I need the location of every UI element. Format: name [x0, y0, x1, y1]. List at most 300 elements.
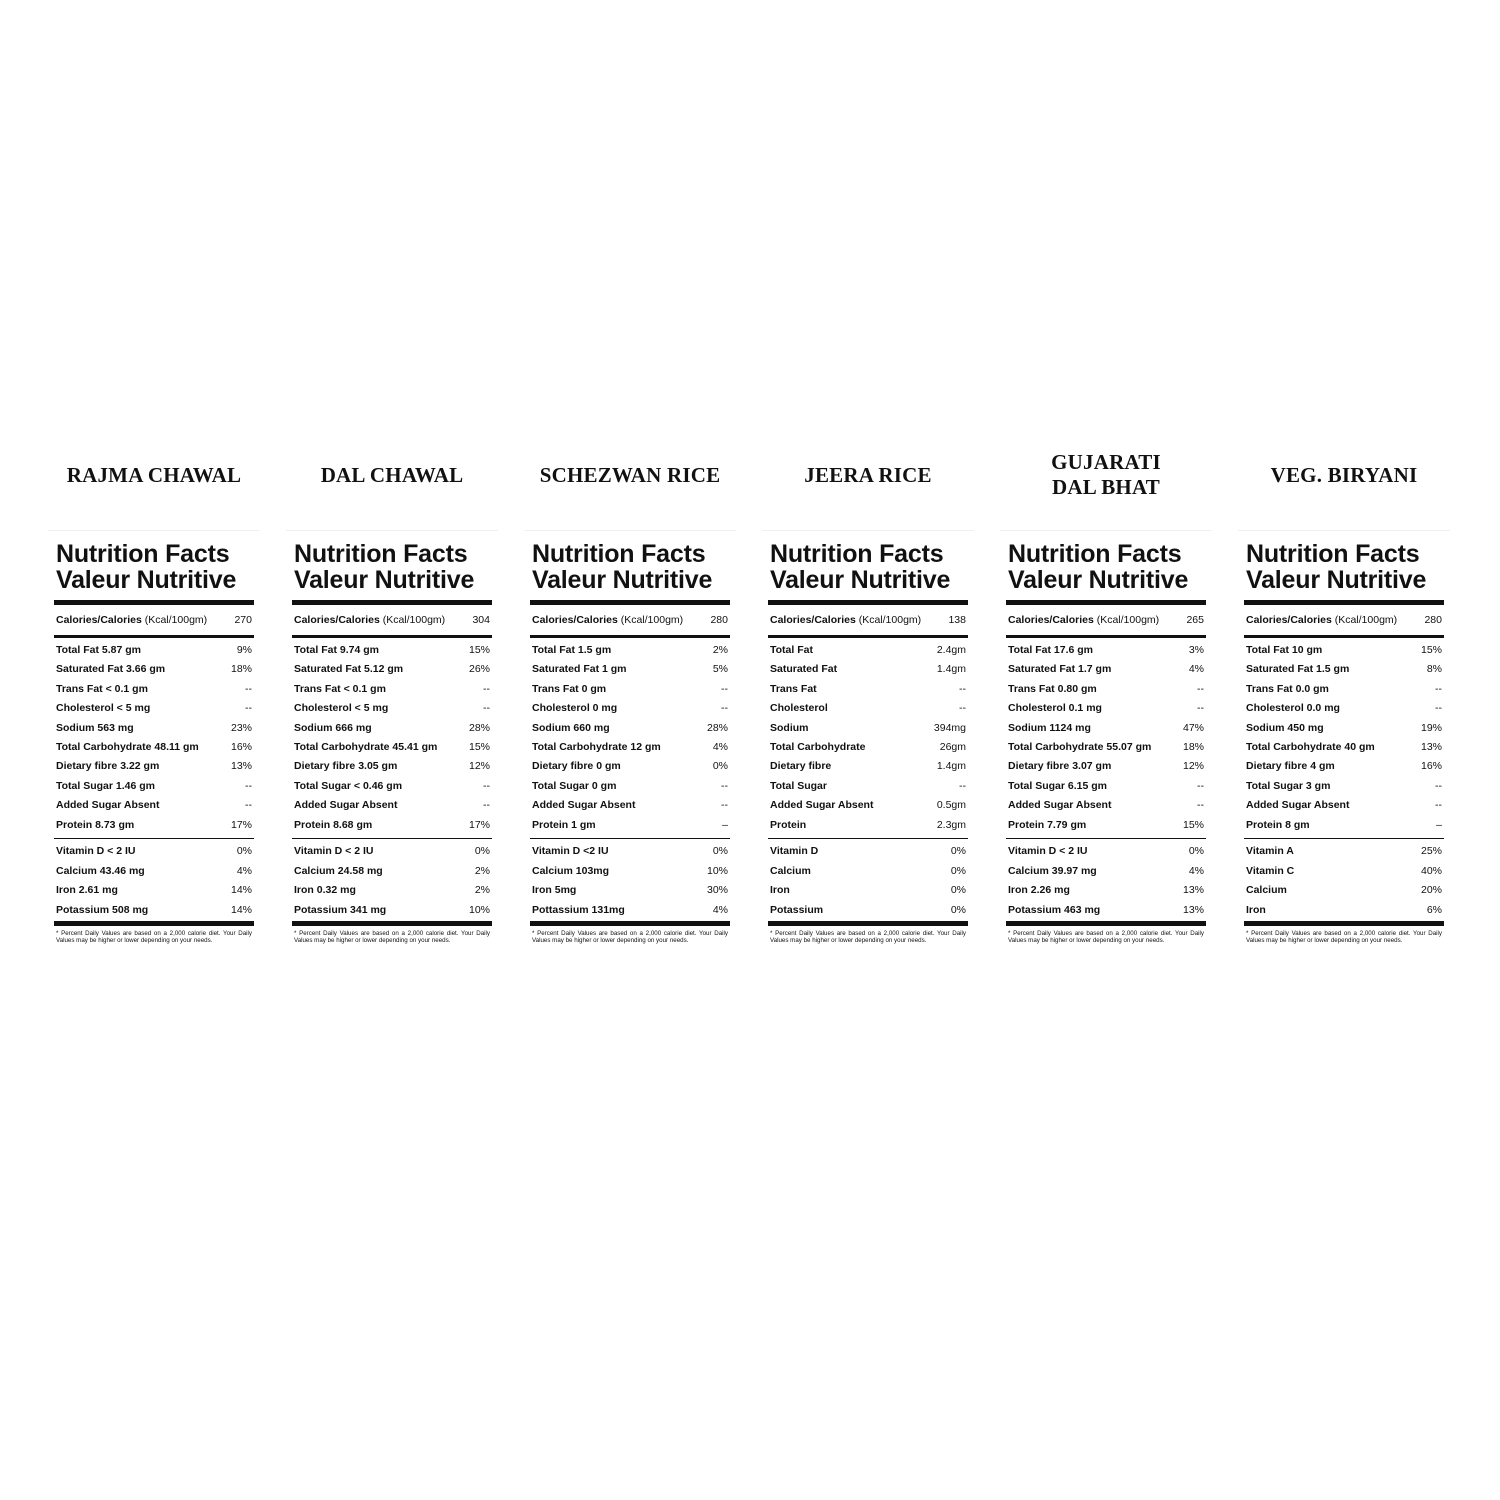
nutrient-label: Protein 7.79 gm	[1008, 818, 1087, 831]
micronutrient-list	[54, 839, 254, 921]
nutrient-label: Trans Fat	[770, 682, 817, 695]
nutrient-row	[292, 680, 492, 699]
micronutrient-row	[1006, 842, 1206, 861]
footnote: * Percent Daily Values are based on a 2,000 calorie diet. Your Daily Values may be higher or lower depending on your needs.	[56, 929, 252, 945]
nutrient-value: --	[1435, 682, 1442, 695]
nutrient-label: Dietary fibre 3.22 gm	[56, 760, 160, 773]
nutrient-row	[1006, 757, 1206, 776]
product-column	[286, 440, 498, 945]
calories-value: 265	[1186, 614, 1204, 626]
nutrient-label: Protein 8.73 gm	[56, 818, 135, 831]
nutrient-row	[54, 777, 254, 796]
nutrient-label: Saturated Fat 1.7 gm	[1008, 663, 1112, 676]
calories-text: Calories/Calories	[770, 614, 856, 626]
micronutrient-row	[530, 901, 730, 920]
nutrient-row	[530, 738, 730, 757]
micronutrient-label: Vitamin D < 2 IU	[294, 845, 374, 858]
nutrient-row	[1244, 777, 1444, 796]
nutrient-row	[530, 660, 730, 679]
dish-title: VEG. BIRYANI	[1270, 462, 1418, 487]
nutrient-value: 0.5gm	[936, 799, 966, 812]
nutrient-value: --	[245, 682, 252, 695]
micronutrient-label: Vitamin D <2 IU	[532, 845, 609, 858]
nutrient-row	[1244, 641, 1444, 660]
footnote: * Percent Daily Values are based on a 2,000 calorie diet. Your Daily Values may be higher or lower depending on your needs.	[532, 929, 728, 945]
nutrient-label: Total Sugar 1.46 gm	[56, 779, 155, 792]
nutrient-row	[292, 660, 492, 679]
dish-title: RAJMA CHAWAL	[66, 462, 242, 487]
micronutrient-value: 10%	[468, 903, 490, 916]
nutrient-value: --	[483, 682, 490, 695]
nutrient-label: Dietary fibre 4 gm	[1246, 760, 1335, 773]
nutrient-label: Total Carbohydrate 45.41 gm	[294, 740, 438, 753]
micronutrient-label: Potassium 341 mg	[294, 903, 387, 916]
nutrition-facts-label	[286, 530, 498, 945]
nutrient-value: --	[1197, 779, 1204, 792]
nutrient-value: --	[959, 779, 966, 792]
calories-unit: (Kcal/100gm)	[144, 614, 208, 626]
micronutrient-value: 6%	[1426, 903, 1442, 916]
dish-title: GUJARATI DAL BHAT	[1051, 450, 1161, 499]
calories-value: 280	[1424, 614, 1442, 626]
nutrient-label: Total Carbohydrate 40 gm	[1246, 740, 1375, 753]
nutrient-row	[530, 719, 730, 738]
nutrient-label: Protein 8 gm	[1246, 818, 1310, 831]
nutrient-value: --	[245, 702, 252, 715]
nutrient-value: 28%	[706, 721, 728, 734]
nutrient-row	[292, 719, 492, 738]
dish-title: JEERA RICE	[804, 462, 932, 487]
nutrient-value: --	[721, 779, 728, 792]
nutrient-row	[768, 796, 968, 815]
nutrition-facts-label	[762, 530, 974, 945]
micronutrient-label: Iron	[1246, 903, 1266, 916]
micronutrient-label: Iron	[770, 884, 790, 897]
micronutrient-row	[1244, 881, 1444, 900]
nutrient-label: Total Sugar 0 gm	[532, 779, 617, 792]
nutrient-row	[54, 816, 254, 835]
nutrition-facts-label	[1238, 530, 1450, 945]
micronutrient-label: Calcium	[1246, 884, 1287, 897]
micronutrient-row	[1006, 862, 1206, 881]
micronutrient-value: 0%	[712, 845, 728, 858]
nutrient-label: Cholesterol < 5 mg	[56, 702, 151, 715]
nutrient-value: 9%	[236, 644, 252, 656]
nutrient-row	[1006, 738, 1206, 757]
nutrient-value: --	[1435, 779, 1442, 792]
micronutrient-row	[1244, 862, 1444, 881]
nutrient-list	[54, 638, 254, 838]
nutrient-value: 0%	[712, 760, 728, 773]
footnote: * Percent Daily Values are based on a 2,000 calorie diet. Your Daily Values may be higher or lower depending on your needs.	[1246, 929, 1442, 945]
micronutrient-row	[292, 901, 492, 920]
nutrient-label: Saturated Fat 1.5 gm	[1246, 663, 1350, 676]
nutrient-row	[768, 777, 968, 796]
micronutrient-value: 2%	[474, 884, 490, 897]
micronutrient-label: Calcium 103mg	[532, 864, 610, 877]
nutrient-value: --	[245, 799, 252, 812]
micronutrient-row	[1006, 901, 1206, 920]
nutrient-value: 13%	[230, 760, 252, 773]
micronutrient-label: Vitamin D < 2 IU	[1008, 845, 1088, 858]
heading-french: Valeur Nutritive	[770, 566, 951, 594]
nutrient-label: Trans Fat < 0.1 gm	[56, 682, 148, 695]
nutrient-row	[1006, 680, 1206, 699]
calories-value: 138	[948, 614, 966, 626]
nutrition-facts-label	[48, 530, 260, 945]
nutrient-value: --	[1435, 702, 1442, 715]
nutrient-row	[1244, 719, 1444, 738]
footnote: * Percent Daily Values are based on a 2,000 calorie diet. Your Daily Values may be higher or lower depending on your needs.	[1008, 929, 1204, 945]
nutrient-label: Added Sugar Absent	[294, 799, 398, 812]
nutrient-value: --	[959, 682, 966, 695]
divider	[1244, 921, 1444, 926]
micronutrient-value: 0%	[950, 864, 966, 877]
nutrient-list	[292, 638, 492, 838]
nutrient-value: 15%	[468, 644, 490, 656]
nutrient-label: Saturated Fat 3.66 gm	[56, 663, 166, 676]
calories-label	[1008, 605, 1159, 635]
calories-row	[1244, 605, 1444, 635]
nutrient-value: 2%	[712, 644, 728, 656]
micronutrient-value: 30%	[706, 884, 728, 897]
micronutrient-value: 4%	[1188, 864, 1204, 877]
divider	[530, 921, 730, 926]
nutrition-facts-label	[1000, 530, 1212, 945]
micronutrient-label: Vitamin D	[770, 845, 819, 858]
heading-english: Nutrition Facts	[770, 540, 944, 568]
nutrient-row	[54, 757, 254, 776]
nutrient-value: --	[721, 682, 728, 695]
micronutrient-row	[54, 862, 254, 881]
nutrient-row	[530, 796, 730, 815]
micronutrient-value: 14%	[230, 903, 252, 916]
calories-row	[768, 605, 968, 635]
calories-text: Calories/Calories	[294, 614, 380, 626]
micronutrient-label: Vitamin D < 2 IU	[56, 845, 136, 858]
micronutrient-value: 0%	[950, 845, 966, 858]
micronutrient-row	[54, 901, 254, 920]
nutrient-row	[1006, 660, 1206, 679]
calories-value: 304	[472, 614, 490, 626]
nutrient-value: 8%	[1426, 663, 1442, 676]
nutrient-row	[768, 660, 968, 679]
nutrient-row	[1006, 699, 1206, 718]
nutrient-row	[768, 680, 968, 699]
micronutrient-label: Iron 2.26 mg	[1008, 884, 1070, 897]
calories-unit: (Kcal/100gm)	[620, 614, 684, 626]
product-column	[762, 440, 974, 945]
nutrient-row	[54, 738, 254, 757]
nutrient-value: 19%	[1420, 721, 1442, 734]
calories-text: Calories/Calories	[1246, 614, 1332, 626]
micronutrient-label: Potassium 508 mg	[56, 903, 149, 916]
calories-unit: (Kcal/100gm)	[858, 614, 922, 626]
micronutrient-value: 2%	[474, 864, 490, 877]
micronutrient-label: Vitamin A	[1246, 845, 1294, 858]
nutrient-value: 26%	[468, 663, 490, 676]
divider	[292, 921, 492, 926]
nutrient-row	[292, 796, 492, 815]
calories-unit: (Kcal/100gm)	[1096, 614, 1160, 626]
micronutrient-value: 4%	[712, 903, 728, 916]
micronutrient-row	[768, 842, 968, 861]
calories-label	[1246, 605, 1397, 635]
footnote: * Percent Daily Values are based on a 2,000 calorie diet. Your Daily Values may be higher or lower depending on your needs.	[294, 929, 490, 945]
nutrient-label: Sodium 660 mg	[532, 721, 610, 734]
nutrient-label: Total Fat 10 gm	[1246, 644, 1323, 656]
nutrient-label: Total Carbohydrate	[770, 740, 866, 753]
product-column	[48, 440, 260, 945]
micronutrient-label: Pottassium 131mg	[532, 903, 625, 916]
nutrient-row	[292, 816, 492, 835]
nutrient-row	[530, 641, 730, 660]
nutrient-row	[54, 796, 254, 815]
nutrient-label: Sodium 666 mg	[294, 721, 372, 734]
nutrient-value: –	[722, 818, 728, 831]
nutrient-row	[54, 719, 254, 738]
nutrient-label: Trans Fat 0.0 gm	[1246, 682, 1329, 695]
nutrient-label: Cholesterol 0.1 mg	[1008, 702, 1102, 715]
nutrient-label: Saturated Fat 1 gm	[532, 663, 627, 676]
micronutrient-row	[1244, 842, 1444, 861]
calories-row	[530, 605, 730, 635]
nutrient-row	[292, 699, 492, 718]
calories-row	[1006, 605, 1206, 635]
nutrient-label: Dietary fibre 0 gm	[532, 760, 621, 773]
nutrient-label: Sodium 450 mg	[1246, 721, 1324, 734]
heading-french: Valeur Nutritive	[56, 566, 237, 594]
nutrient-value: --	[959, 702, 966, 715]
nutrient-value: --	[245, 779, 252, 792]
nutrient-label: Total Carbohydrate 48.11 gm	[56, 740, 199, 753]
nutrient-value: --	[721, 702, 728, 715]
nutrient-label: Saturated Fat 5.12 gm	[294, 663, 404, 676]
nutrient-value: 18%	[230, 663, 252, 676]
nutrient-row	[292, 777, 492, 796]
micronutrient-label: Vitamin C	[1246, 864, 1295, 877]
nutrient-row	[530, 680, 730, 699]
nutrient-value: 23%	[230, 721, 252, 734]
nutrient-row	[1244, 660, 1444, 679]
nutrient-list	[530, 638, 730, 838]
calories-value: 270	[234, 614, 252, 626]
nutrient-value: 3%	[1188, 644, 1204, 656]
micronutrient-list	[530, 839, 730, 921]
nutrient-label: Protein 1 gm	[532, 818, 596, 831]
nutrient-row	[54, 660, 254, 679]
micronutrient-row	[54, 881, 254, 900]
nutrient-value: 15%	[1182, 818, 1204, 831]
nutrient-label: Total Sugar < 0.46 gm	[294, 779, 403, 792]
calories-unit: (Kcal/100gm)	[1334, 614, 1398, 626]
micronutrient-row	[1006, 881, 1206, 900]
nutrient-label: Dietary fibre 3.05 gm	[294, 760, 398, 773]
nutrition-facts-label	[524, 530, 736, 945]
nutrient-list	[768, 638, 968, 838]
heading-english: Nutrition Facts	[294, 540, 468, 568]
micronutrient-value: 20%	[1420, 884, 1442, 897]
nutrient-label: Total Sugar	[770, 779, 827, 792]
micronutrient-row	[768, 901, 968, 920]
nutrient-value: 12%	[1182, 760, 1204, 773]
nutrient-label: Trans Fat 0 gm	[532, 682, 607, 695]
calories-label	[56, 605, 207, 635]
nutrient-label: Total Carbohydrate 12 gm	[532, 740, 661, 753]
micronutrient-value: 0%	[950, 903, 966, 916]
nutrient-label: Trans Fat 0.80 gm	[1008, 682, 1097, 695]
nutrient-row	[768, 719, 968, 738]
heading-french: Valeur Nutritive	[294, 566, 475, 594]
nutrient-label: Total Carbohydrate 55.07 gm	[1008, 740, 1152, 753]
calories-text: Calories/Calories	[56, 614, 142, 626]
micronutrient-value: 14%	[230, 884, 252, 897]
micronutrient-row	[292, 881, 492, 900]
micronutrient-value: 0%	[474, 845, 490, 858]
nutrient-value: 4%	[712, 740, 728, 753]
dish-title: SCHEZWAN RICE	[539, 462, 721, 487]
nutrient-row	[768, 641, 968, 660]
micronutrient-label: Iron 5mg	[532, 884, 577, 897]
calories-text: Calories/Calories	[532, 614, 618, 626]
micronutrient-value: 13%	[1182, 884, 1204, 897]
calories-label	[770, 605, 921, 635]
nutrient-value: 16%	[230, 740, 252, 753]
nutrient-value: --	[483, 799, 490, 812]
micronutrient-label: Calcium	[770, 864, 811, 877]
nutrient-value: --	[483, 779, 490, 792]
divider	[768, 921, 968, 926]
divider	[1006, 921, 1206, 926]
micronutrient-row	[530, 842, 730, 861]
nutrient-label: Total Fat	[770, 644, 813, 656]
nutrient-value: --	[1197, 682, 1204, 695]
nutrient-label: Total Sugar 6.15 gm	[1008, 779, 1107, 792]
nutrient-row	[292, 738, 492, 757]
nutrient-row	[530, 777, 730, 796]
nutrient-label: Total Fat 5.87 gm	[56, 644, 141, 656]
nutrient-list	[1006, 638, 1206, 838]
micronutrient-value: 0%	[236, 845, 252, 858]
nutrient-label: Sodium 1124 mg	[1008, 721, 1091, 734]
micronutrient-label: Potassium 463 mg	[1008, 903, 1101, 916]
nutrient-value: 12%	[468, 760, 490, 773]
product-column	[1238, 440, 1450, 945]
micronutrient-value: 25%	[1420, 845, 1442, 858]
micronutrient-value: 40%	[1420, 864, 1442, 877]
calories-label	[294, 605, 445, 635]
heading-french: Valeur Nutritive	[1246, 566, 1427, 594]
nutrient-value: –	[1436, 818, 1442, 831]
nutrient-label: Sodium 563 mg	[56, 721, 134, 734]
nutrient-value: 16%	[1420, 760, 1442, 773]
heading-french: Valeur Nutritive	[532, 566, 713, 594]
nutrient-row	[1006, 719, 1206, 738]
nutrient-row	[530, 699, 730, 718]
calories-label	[532, 605, 683, 635]
nutrient-row	[1244, 816, 1444, 835]
heading-english: Nutrition Facts	[1008, 540, 1182, 568]
nutrient-row	[530, 816, 730, 835]
micronutrient-value: 4%	[236, 864, 252, 877]
nutrient-row	[1244, 796, 1444, 815]
micronutrient-row	[768, 881, 968, 900]
nutrient-value: --	[483, 702, 490, 715]
nutrient-row	[1244, 757, 1444, 776]
nutrient-value: 1.4gm	[936, 663, 966, 676]
calories-unit: (Kcal/100gm)	[382, 614, 446, 626]
nutrient-label: Added Sugar Absent	[56, 799, 160, 812]
nutrient-value: 15%	[468, 740, 490, 753]
nutrient-label: Total Fat 1.5 gm	[532, 644, 612, 656]
nutrient-label: Saturated Fat	[770, 663, 838, 676]
nutrient-row	[1006, 641, 1206, 660]
nutrient-value: --	[721, 799, 728, 812]
heading-french: Valeur Nutritive	[1008, 566, 1189, 594]
nutrient-row	[54, 641, 254, 660]
nutrient-value: --	[1435, 799, 1442, 812]
micronutrient-value: 10%	[706, 864, 728, 877]
nutrient-value: 26gm	[939, 740, 966, 753]
micronutrient-row	[292, 842, 492, 861]
nutrient-row	[768, 816, 968, 835]
micronutrient-value: 0%	[1188, 845, 1204, 858]
product-column	[524, 440, 736, 945]
nutrient-label: Total Fat 17.6 gm	[1008, 644, 1093, 656]
nutrient-label: Dietary fibre	[770, 760, 832, 773]
heading-english: Nutrition Facts	[1246, 540, 1420, 568]
nutrient-value: 1.4gm	[936, 760, 966, 773]
nutrient-value: 5%	[712, 663, 728, 676]
nutrient-value: 15%	[1420, 644, 1442, 656]
dish-title: DAL CHAWAL	[320, 462, 464, 487]
micronutrient-row	[54, 842, 254, 861]
nutrient-label: Added Sugar Absent	[1246, 799, 1350, 812]
nutrient-row	[1006, 816, 1206, 835]
nutrient-value: 4%	[1188, 663, 1204, 676]
micronutrient-list	[292, 839, 492, 921]
nutrient-value: --	[1197, 799, 1204, 812]
nutrient-value: 47%	[1182, 721, 1204, 734]
micronutrient-label: Calcium 39.97 mg	[1008, 864, 1097, 877]
nutrient-label: Added Sugar Absent	[770, 799, 874, 812]
micronutrient-row	[1244, 901, 1444, 920]
nutrient-label: Added Sugar Absent	[1008, 799, 1112, 812]
nutrient-row	[768, 738, 968, 757]
nutrient-row	[768, 757, 968, 776]
nutrient-row	[292, 641, 492, 660]
heading-english: Nutrition Facts	[56, 540, 230, 568]
nutrient-label: Trans Fat < 0.1 gm	[294, 682, 386, 695]
calories-text: Calories/Calories	[1008, 614, 1094, 626]
nutrient-label: Cholesterol < 5 mg	[294, 702, 389, 715]
nutrient-label: Protein	[770, 818, 807, 831]
nutrient-value: 28%	[468, 721, 490, 734]
calories-row	[54, 605, 254, 635]
nutrient-row	[54, 680, 254, 699]
micronutrient-row	[768, 862, 968, 881]
nutrient-row	[1006, 777, 1206, 796]
nutrient-value: 18%	[1182, 740, 1204, 753]
nutrient-label: Dietary fibre 3.07 gm	[1008, 760, 1112, 773]
nutrient-row	[768, 699, 968, 718]
calories-row	[292, 605, 492, 635]
micronutrient-label: Potassium	[770, 903, 824, 916]
nutrient-row	[1244, 680, 1444, 699]
micronutrient-list	[1244, 839, 1444, 921]
nutrient-row	[1244, 699, 1444, 718]
micronutrient-label: Iron 0.32 mg	[294, 884, 356, 897]
